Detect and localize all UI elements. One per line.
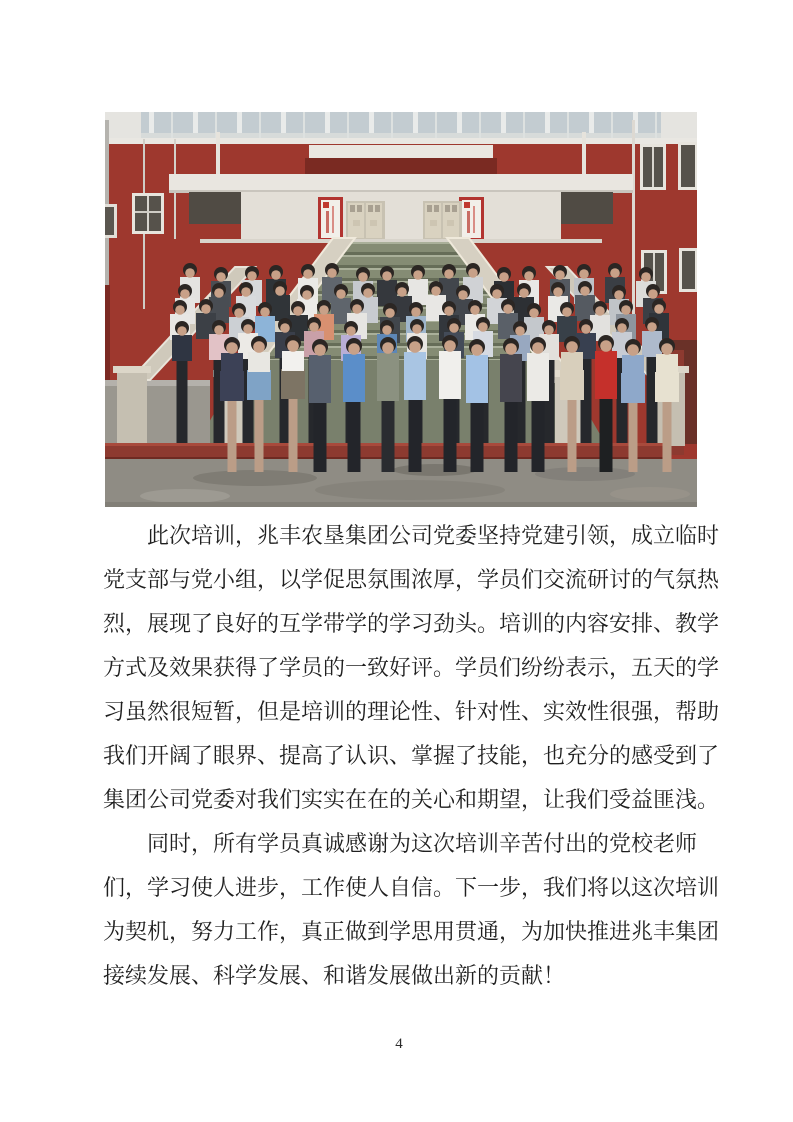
- group-photo: [105, 112, 697, 507]
- page-number: 4: [395, 1036, 403, 1052]
- paragraph-line: 们，学习使人进步，工作使人自信。下一步，我们将以这次培训: [103, 875, 720, 900]
- people-row: [220, 335, 679, 472]
- paragraph-line: 集团公司党委对我们实实在在的关心和期望，让我们受益匪浅。: [103, 787, 720, 812]
- group-photo-illustration: [105, 112, 697, 507]
- paragraph-line: 同时，所有学员真诚感谢为这次培训辛苦付出的党校老师: [147, 831, 698, 856]
- document-body: [103, 514, 720, 998]
- entrance-door-right: [423, 201, 462, 240]
- entrance-banner-right: [459, 197, 484, 241]
- paragraph-line: 为契机，努力工作，真正做到学思用贯通，为加快推进兆丰集团: [103, 919, 720, 944]
- paragraph-line: 此次培训，兆丰农垦集团公司党委坚持党建引领，成立临时: [147, 523, 720, 548]
- paragraph-line: 我们开阔了眼界、提高了认识、掌握了技能，也充分的感受到了: [103, 743, 720, 768]
- paragraph-line: 党支部与党小组，以学促思氛围浓厚，学员们交流研讨的气氛热: [103, 567, 720, 592]
- drain-pipe-right: [582, 132, 586, 178]
- people-front: [220, 335, 679, 472]
- paragraph-line: 接续发展、科学发展、和谐发展做出新的贡献！: [103, 963, 566, 988]
- paragraph-line: 习虽然很短暂，但是培训的理论性、针对性、实效性很强，帮助: [103, 699, 720, 724]
- entrance-door-left: [346, 201, 385, 240]
- drain-pipe-left: [216, 132, 220, 178]
- paragraph-line: 烈，展现了良好的互学带学的学习劲头。培训的内容安排、教学: [103, 611, 720, 636]
- paragraph-line: 方式及效果获得了学员的一致好评。学员们纷纷表示，五天的学: [103, 655, 720, 680]
- entrance-banner-left: [318, 197, 343, 241]
